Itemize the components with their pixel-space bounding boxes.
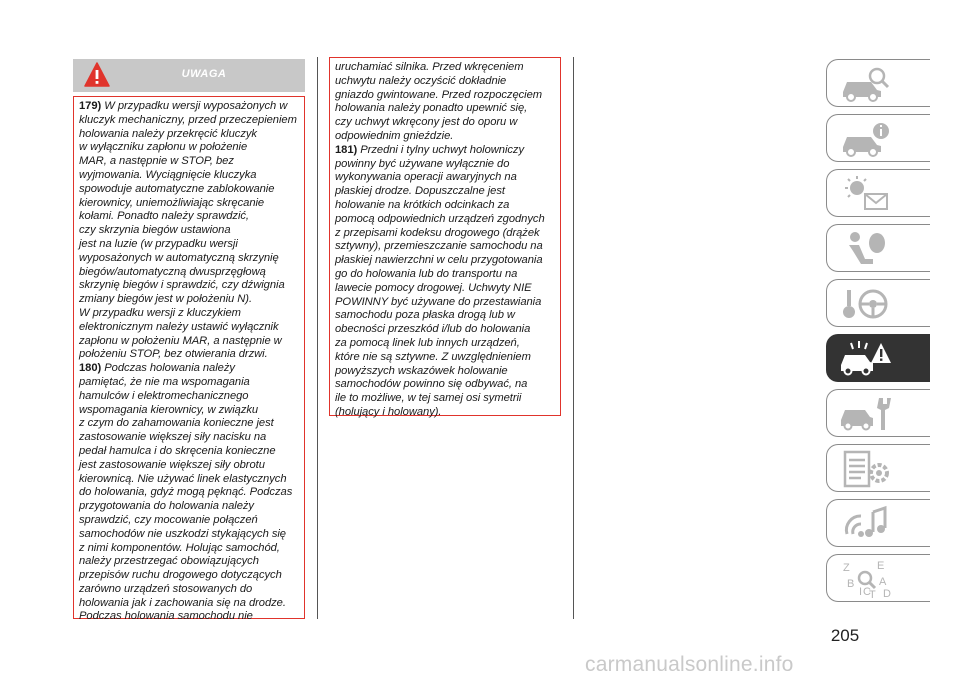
technical-data-icon bbox=[839, 449, 891, 489]
note-179 bbox=[79, 100, 299, 362]
warning-header bbox=[73, 59, 305, 92]
index-letter: B bbox=[847, 578, 855, 590]
note-text: W przypadku wersji wyposażonych w kluczyk mechaniczny, przed przeczepieniem holowania należy przekręcić kluczyk w wyłączniku zapłonu w położenie MAR, a następnie w STOP, bez wyjmowania. Wyciągnięcie kluczyka spowoduje automatyczne zablokowanie kierownicy, uniemożliwiając skręcanie kołami. Ponadto należy sprawdzić, czy skrzynia biegów ustawiona jest na luzie (w przypadku wersji wyposażonych w automatyczną skrzynię biegów/automatyczną dwusprzęgłową skrzynię biegów i sprawdzić, czy dźwignia zmiany biegów jest w położeniu N). W przypadku wersji z kluczykiem elektronicznym należy ustawić wyłącznik zapłonu w położeniu MAR, a następnie w położeniu STOP, bez otwierania drzwi. bbox=[79, 100, 297, 361]
note-text: Podczas holowania należy pamiętać, że nie ma wspomagania hamulców i elektromechanicznego wspomagania kierownicy, w związku z czym do zahamowania konieczne jest zastosowanie większej siły nacisku na pedał hamulca i do skręcenia konieczne jest zastosowanie większej siły obrotu kierownicą. Nie używać linek elastycznych do holowania, gdyż mogą pęknąć. Podczas przygotowania do holowania należy sprawdzić, czy mocowanie połączeń samochodów nie uszkodzi stykających się z nimi komponentów. Holując samochód, należy przestrzegać obowiązujących przepisów ruchu drogowego dotyczących zarówno urządzeń stosowanych do holowania jak i zachowania się na drodze. Podczas holowania samochodu nie bbox=[79, 362, 293, 623]
steering-wheel-key-icon bbox=[839, 284, 891, 324]
index-letter: C bbox=[863, 586, 871, 598]
nav-tab-technical-data[interactable] bbox=[826, 444, 930, 492]
note-number: 180) bbox=[79, 362, 102, 375]
note-number: 181) bbox=[335, 143, 358, 156]
multimedia-icon bbox=[839, 504, 891, 544]
warning-box-right bbox=[329, 57, 561, 416]
car-breakdown-warning-icon bbox=[839, 339, 891, 379]
alphabetical-index-icon bbox=[839, 559, 891, 599]
watermark: carmanualsonline.info bbox=[585, 653, 794, 676]
column-divider bbox=[317, 57, 318, 619]
note-180-continued bbox=[335, 61, 555, 144]
warning-title: UWAGA bbox=[181, 68, 227, 80]
nav-tab-emergency[interactable] bbox=[826, 334, 930, 382]
index-letter: Z bbox=[843, 562, 850, 574]
nav-tab-getting-to-know-car[interactable] bbox=[826, 59, 930, 107]
index-letter: D bbox=[883, 588, 891, 599]
page-number: 205 bbox=[830, 626, 860, 645]
note-181 bbox=[335, 144, 555, 420]
nav-tab-dashboard-lights[interactable] bbox=[826, 169, 930, 217]
index-letter: E bbox=[877, 560, 885, 572]
car-maintenance-icon bbox=[839, 394, 891, 434]
dashboard-lights-icon bbox=[839, 174, 891, 214]
warning-box-left bbox=[73, 96, 305, 623]
column-divider bbox=[573, 57, 574, 619]
car-search-icon bbox=[839, 64, 891, 104]
nav-tab-index[interactable] bbox=[826, 554, 930, 602]
index-letter: I bbox=[859, 586, 863, 598]
index-letter: T bbox=[869, 589, 876, 599]
nav-tab-starting-driving[interactable] bbox=[826, 279, 930, 327]
note-180 bbox=[79, 362, 299, 624]
nav-tab-car-info[interactable] bbox=[826, 114, 930, 162]
nav-tab-maintenance[interactable] bbox=[826, 389, 930, 437]
airbag-seat-icon bbox=[839, 229, 891, 269]
note-number: 179) bbox=[79, 100, 102, 112]
nav-tab-multimedia[interactable] bbox=[826, 499, 930, 547]
car-info-icon bbox=[839, 119, 891, 159]
note-text: Przedni i tylny uchwyt holowniczy powinny być używane wyłącznie do wykonywania operacji awaryjnych na płaskiej drodze. Dopuszczalne jest holowanie na krótkich odcinkach za pomocą odpowiednich urządzeń zgodnych z przepisami kodeksu drogowego (drążek sztywny), przemieszczanie samochodu na płaskiej nawierzchni w celu przygotowania go do holowania lub do transportu na lawecie pomocy drogowej. Uchwyty NIE POWINNY być używane do przestawiania samochodu poza płaska drogą lub w obecności przeszkód i/lub do holowania za pomocą linek lub innych urządzeń, które nie są sztywne. Z uwzględnieniem powyższych wskazówek holowanie samochodów powinno się odbywać, na ile to możliwe, w tej samej osi symetrii (holujący i holowany). bbox=[335, 143, 545, 418]
nav-tab-safety[interactable] bbox=[826, 224, 930, 272]
index-letter: A bbox=[879, 576, 887, 588]
note-text: uruchamiać silnika. Przed wkręceniem uchwytu należy oczyścić dokładnie gniazdo gwintowane. Przed rozpoczęciem holowania należy ponadto upewnić się, czy uchwyt wkręcony jest do oporu w odpowiednim gnieździe. bbox=[335, 61, 543, 142]
